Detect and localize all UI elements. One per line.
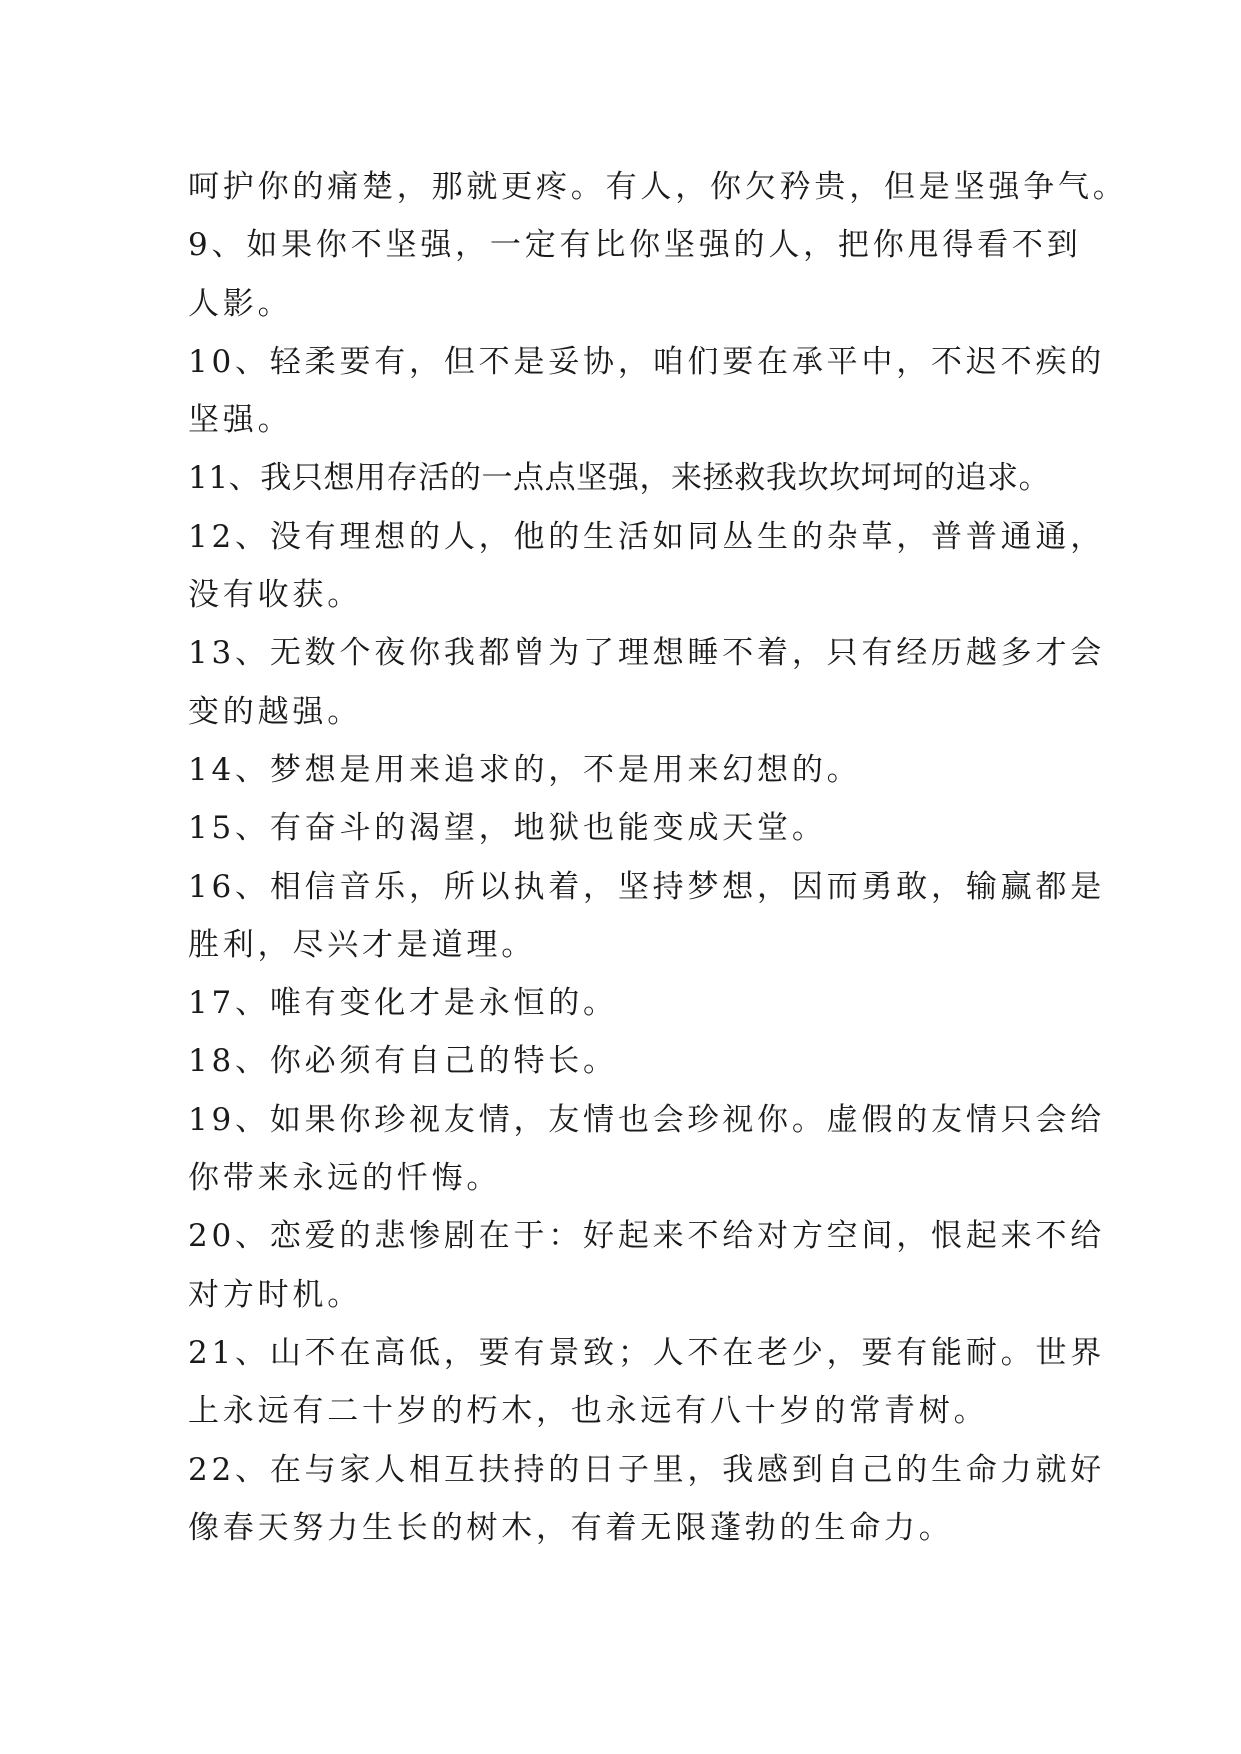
text-line: 变的越强。 [188, 693, 362, 730]
text-line: 上永远有二十岁的朽木，也永远有八十岁的常青树。 [188, 1393, 989, 1430]
text-line: 21、山不在高低，要有景致；人不在老少，要有能耐。世界 [188, 1334, 1106, 1371]
document-body [188, 158, 1128, 1557]
text-line: 胜利，尽兴才是道理。 [188, 926, 536, 963]
text-line: 11、我只想用存活的一点点坚强，来拯救我坎坎坷坷的追求。 [188, 460, 1051, 497]
text-line: 22、在与家人相互扶持的日子里，我感到自己的生命力就好 [188, 1451, 1106, 1488]
text-line: 20、恋爱的悲惨剧在于：好起来不给对方空间，恨起来不给 [188, 1218, 1106, 1255]
text-line: 对方时机。 [188, 1276, 362, 1313]
text-line: 13、无数个夜你我都曾为了理想睡不着，只有经历越多才会 [188, 635, 1106, 672]
text-line: 17、唯有变化才是永恒的。 [188, 985, 618, 1022]
text-line: 像春天努力生长的树木，有着无限蓬勃的生命力。 [188, 1509, 954, 1546]
text-line: 15、有奋斗的渴望，地狱也能变成天堂。 [188, 810, 827, 847]
text-line: 你带来永远的忏悔。 [188, 1160, 502, 1197]
text-line: 18、你必须有自己的特长。 [188, 1043, 618, 1080]
text-line: 16、相信音乐，所以执着，坚持梦想，因而勇敢，输赢都是 [188, 868, 1106, 905]
text-line: 10、轻柔要有，但不是妥协，咱们要在承平中，不迟不疾的 [188, 343, 1106, 380]
text-line: 14、梦想是用来追求的，不是用来幻想的。 [188, 751, 862, 788]
text-line: 19、如果你珍视友情，友情也会珍视你。虚假的友情只会给 [188, 1101, 1106, 1138]
text-line: 12、没有理想的人，他的生活如同丛生的杂草，普普通通， [188, 518, 1106, 555]
text-line: 9、如果你不坚强，一定有比你坚强的人，把你甩得看不到 [188, 227, 1082, 264]
text-line: 坚强。 [188, 402, 293, 439]
text-line: 没有收获。 [188, 577, 362, 614]
text-line: 人影。 [188, 285, 293, 322]
text-line: 呵护你的痛楚，那就更疼。有人，你欠矜贵，但是坚强争气。 [188, 169, 1128, 205]
